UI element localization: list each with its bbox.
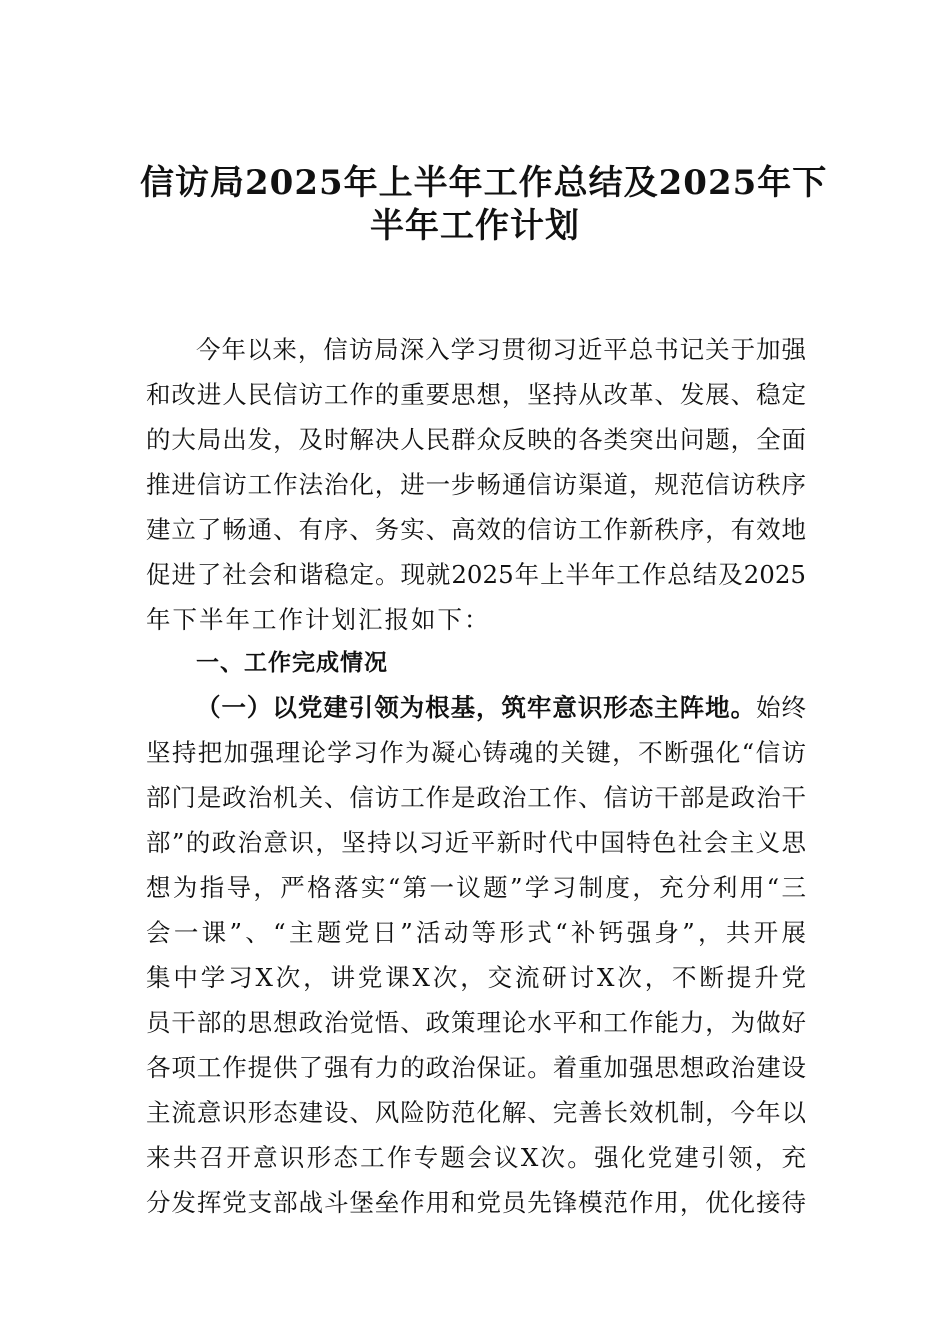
paragraph-line: 部”的政治意识，坚持以习近平新时代中国特色社会主义思: [146, 828, 806, 857]
paragraph-line: 和改进人民信访工作的重要思想，坚持从改革、发展、稳定: [146, 380, 806, 409]
paragraph-line: 员干部的思想政治觉悟、政策理论水平和工作能力，为做好: [146, 1008, 806, 1037]
subsection-heading: （一）以党建引领为根基，筑牢意识形态主阵地。: [196, 693, 757, 722]
document-title-line-2: 半年工作计划: [370, 206, 580, 246]
subsection-line-tail: 始终: [756, 693, 806, 722]
paragraph-line: 促进了社会和谐稳定。现就2025年上半年工作总结及2025: [146, 560, 806, 589]
paragraph-line: 分发挥党支部战斗堡垒作用和党员先锋模范作用，优化接待: [146, 1188, 806, 1217]
subsection-line: [146, 693, 806, 723]
paragraph-line: 来共召开意识形态工作专题会议X次。强化党建引领，充: [146, 1143, 806, 1172]
paragraph-line: 今年以来，信访局深入学习贯彻习近平总书记关于加强: [196, 335, 806, 364]
document-title-line-1: 信访局2025年上半年工作总结及2025年下: [140, 163, 828, 203]
paragraph-line: 主流意识形态建设、风险防范化解、完善长效机制，今年以: [146, 1098, 806, 1127]
paragraph-line: 年下半年工作计划汇报如下：: [146, 605, 491, 634]
paragraph-line: 想为指导，严格落实“第一议题”学习制度，充分利用“三: [146, 873, 806, 902]
paragraph-line: 建立了畅通、有序、务实、高效的信访工作新秩序，有效地: [146, 515, 806, 544]
paragraph-line: 部门是政治机关、信访工作是政治工作、信访干部是政治干: [146, 783, 806, 812]
paragraph-line: 各项工作提供了强有力的政治保证。着重加强思想政治建设: [146, 1053, 806, 1082]
section-heading: 一、工作完成情况: [196, 650, 388, 676]
paragraph-line: 坚持把加强理论学习作为凝心铸魂的关键，不断强化“信访: [146, 738, 806, 767]
paragraph-line: 的大局出发，及时解决人民群众反映的各类突出问题，全面: [146, 425, 806, 454]
paragraph-line: 推进信访工作法治化，进一步畅通信访渠道，规范信访秩序: [146, 470, 806, 499]
paragraph-line: 会一课”、“主题党日”活动等形式“补钙强身”，共开展: [146, 918, 806, 947]
paragraph-line: 集中学习X次，讲党课X次，交流研讨X次，不断提升党: [146, 963, 806, 992]
